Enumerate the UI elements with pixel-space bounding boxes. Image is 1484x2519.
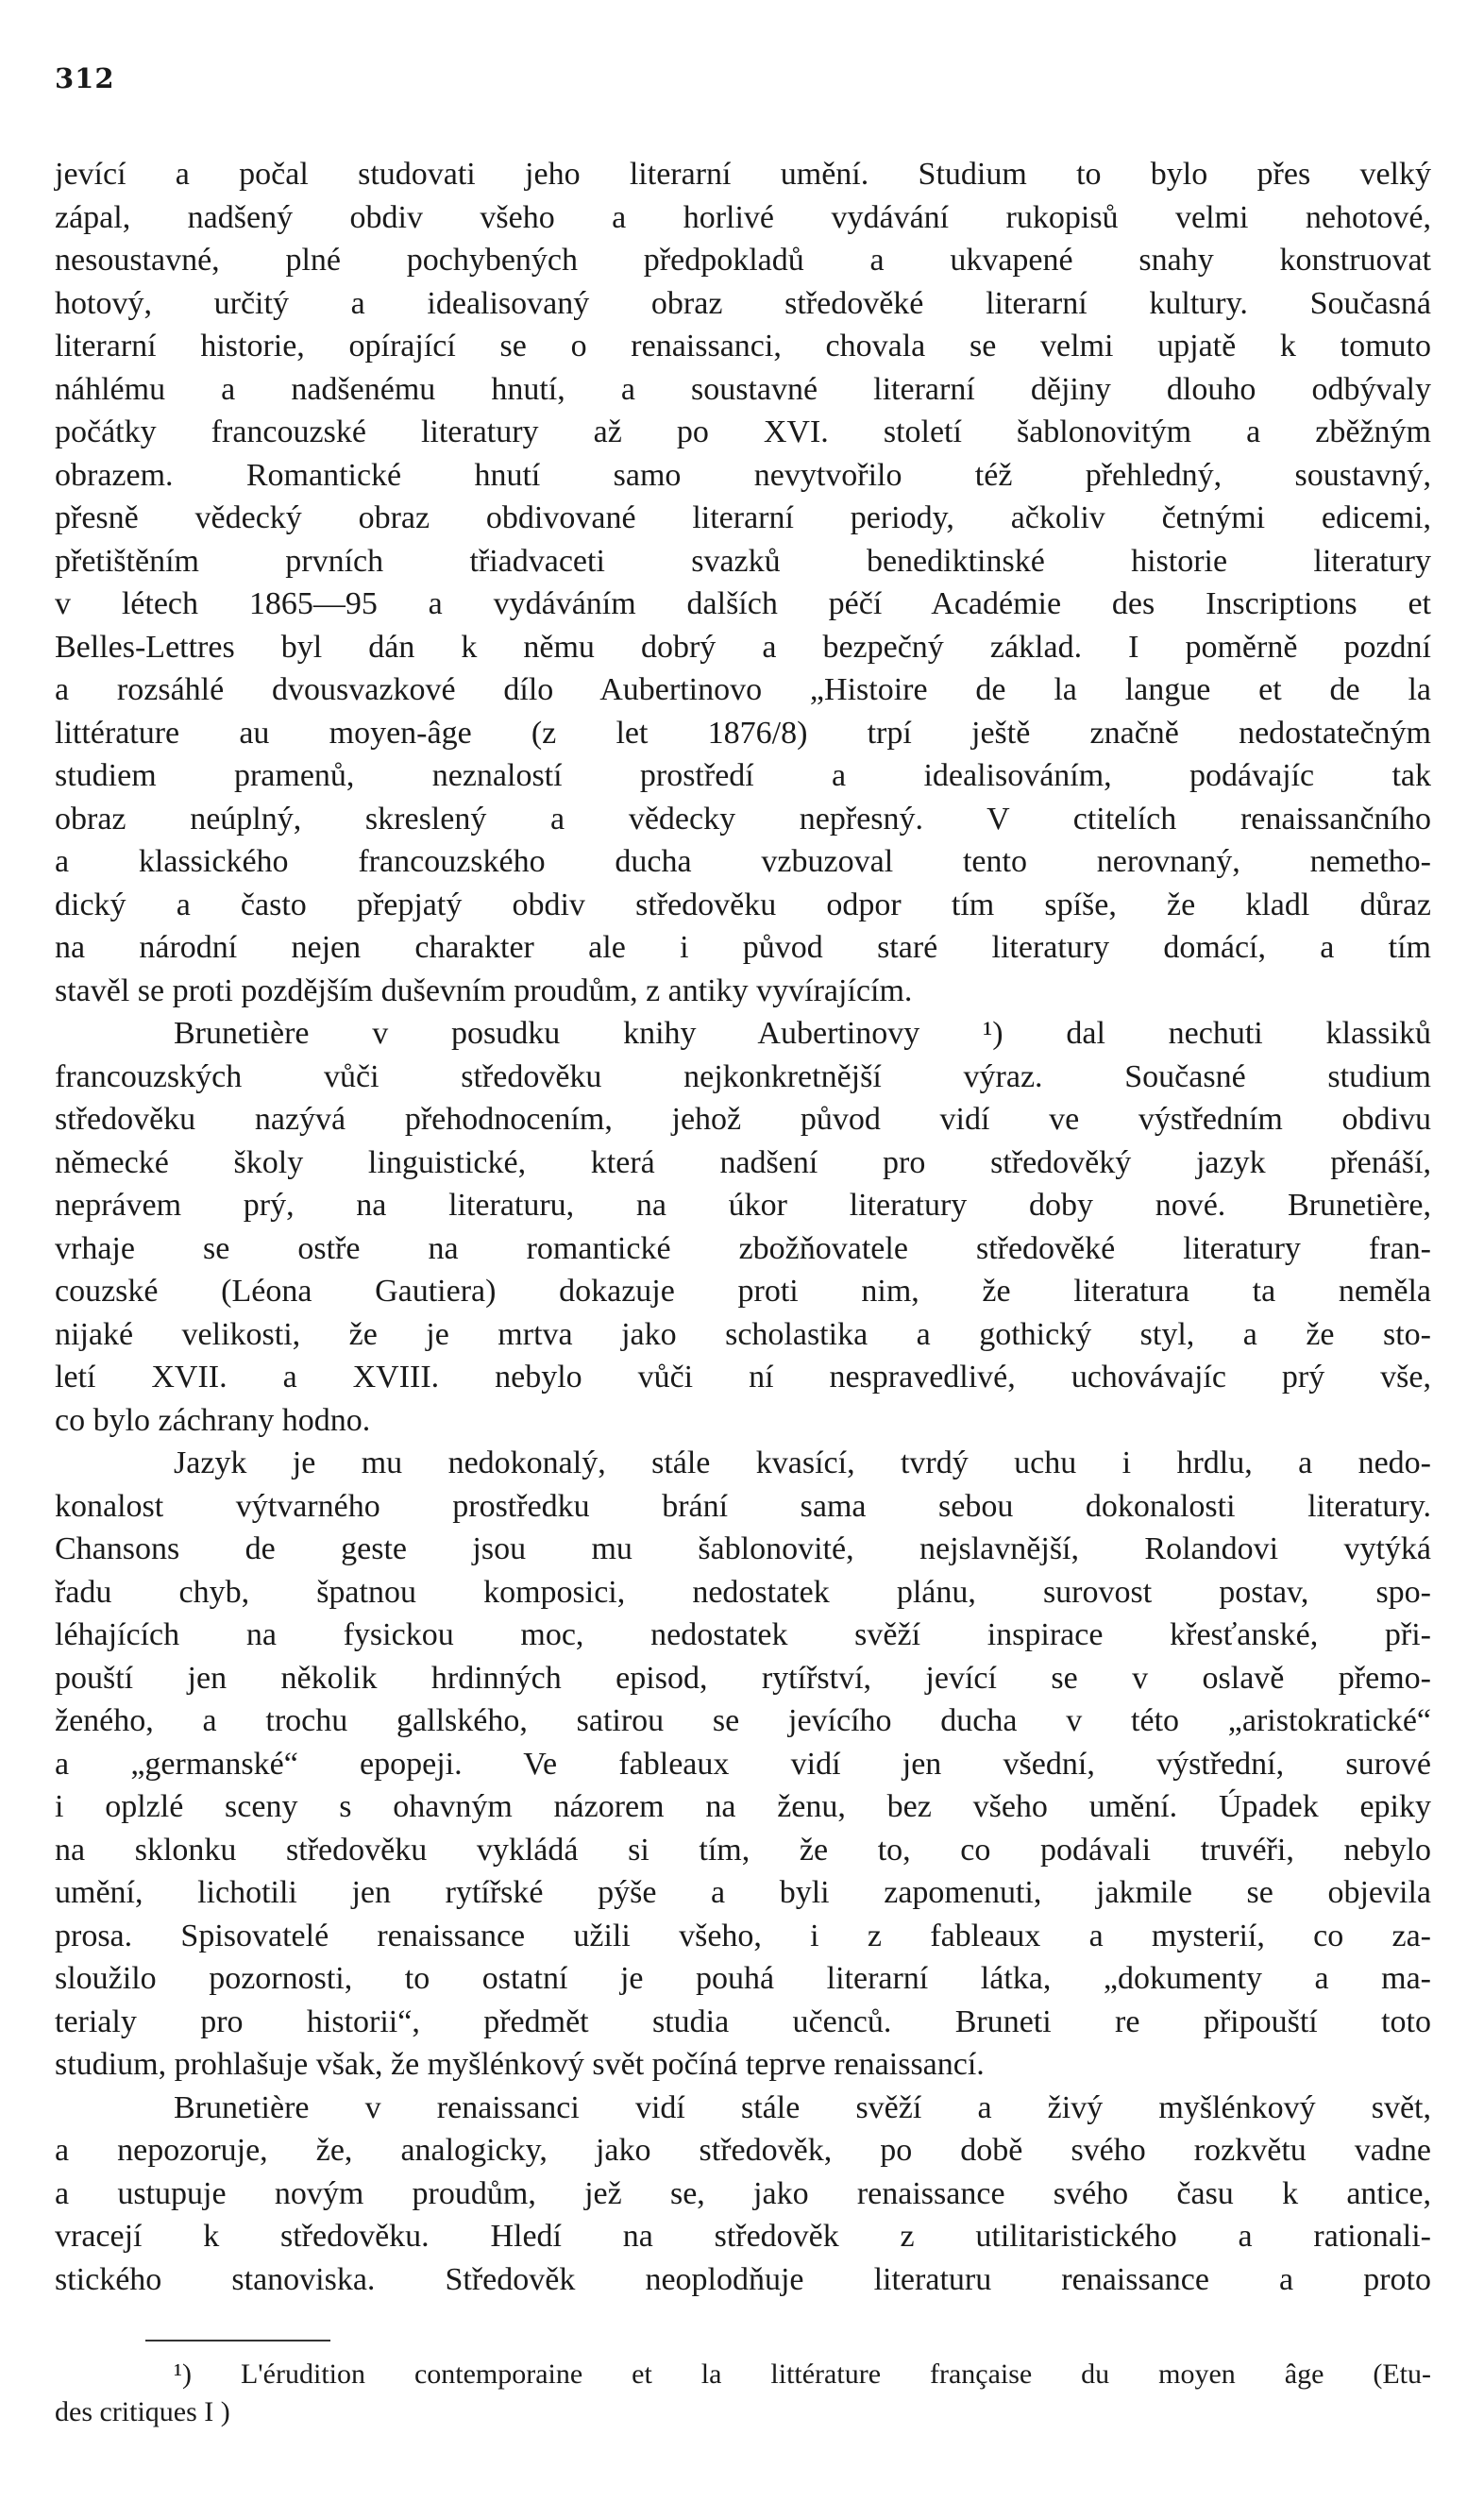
footnote-line: des critiques I ) — [55, 2396, 230, 2427]
text-line: obrazem. Romantické hnutí samo nevytvořilo též přehledný, soustavný, — [55, 457, 1431, 493]
text-line: přetištěním prvních třiadvaceti svazků benediktinské historie literatury — [55, 543, 1431, 579]
text-line: letí XVII. a XVIII. nebylo vůči ní nespravedlivé, uchovávajíc prý vše, — [55, 1360, 1431, 1395]
text-line: nijaké velikosti, že je mrtva jako scholastika a gothický styl, a že sto- — [55, 1316, 1431, 1352]
text-line: pouští jen několik hrdinných episod, rytířství, jevící se v oslavě přemo- — [55, 1660, 1431, 1696]
text-line: jevící a počal studovati jeho literarní umění. Studium to bylo přes velký — [55, 157, 1431, 192]
text-line: vracejí k středověku. Hledí na středověk z utilitaristického a rationali- — [55, 2219, 1431, 2254]
text-line: počátky francouzské literatury až po XVI. století šablonovitým a zběžným — [55, 414, 1431, 449]
text-line: v létech 1865—95 a vydáváním dalších péčí Académie des Inscriptions et — [55, 586, 1431, 621]
text-line: neprávem prý, na literaturu, na úkor literatury doby nové. Brunetière, — [55, 1188, 1431, 1223]
paragraph-start-line: Brunetière v posudku knihy Aubertinovy ¹) dal nechuti klassiků — [174, 1016, 1431, 1051]
text-line: středověku nazývá přehodnocením, jehož původ vidí ve výstředním obdivu — [55, 1102, 1431, 1137]
body-text — [55, 153, 1431, 2301]
text-line: ženého, a trochu gallského, satirou se jevícího ducha v této „aristokratické“ — [55, 1703, 1431, 1738]
page-number: 312 — [55, 62, 115, 94]
text-line: dický a často přepjatý obdiv středověku odpor tím spíše, že kladl důraz — [55, 887, 1431, 922]
text-line: francouzských vůči středověku nejkonkretnější výraz. Současné studium — [55, 1058, 1431, 1094]
text-line: zápal, nadšený obdiv všeho a horlivé vydávání rukopisů velmi nehotové, — [55, 199, 1431, 235]
text-line: vrhaje se ostře na romantické zbožňovatele středověké literatury fran- — [55, 1230, 1431, 1266]
text-line: terialy pro historii“, předmět studia učenců. Bruneti re připouští toto — [55, 2003, 1431, 2039]
text-line: přesně vědecký obraz obdivované literarní periody, ačkoliv četnými edicemi, — [55, 500, 1431, 535]
text-line: na sklonku středověku vykládá si tím, že to, co podávali truvéři, nebylo — [55, 1832, 1431, 1868]
text-line: a rozsáhlé dvousvazkové dílo Aubertinovo „Histoire de la langue et de la — [55, 672, 1431, 707]
text-line: literarní historie, opírající se o renaissanci, chovala se velmi upjatě k tomuto — [55, 329, 1431, 363]
text-line: nesoustavné, plné pochybených předpokladů a ukvapené snahy konstruovat — [55, 243, 1431, 278]
text-line: studiem pramenů, neznalostí prostředí a idealisováním, podávajíc tak — [55, 758, 1431, 793]
footnote-line: ¹) L'érudition contemporaine et la littérature française du moyen âge (Etu- — [174, 2358, 1431, 2390]
text-line: Belles-Lettres byl dán k němu dobrý a bezpečný základ. I poměrně pozdní — [55, 629, 1431, 665]
paragraph-end-line: stavěl se proti pozdějším duševním proudům, z antiky vyvírajícím. — [55, 972, 913, 1008]
footnote-divider — [145, 2340, 330, 2341]
text-line: hotový, určitý a idealisovaný obraz středověké literarní kultury. Současná — [55, 285, 1431, 321]
text-line: a nepozoruje, že, analogicky, jako středověk, po době svého rozkvětu vadne — [55, 2133, 1431, 2168]
text-line: a „germanské“ epopeji. Ve fableaux vidí jen všední, výstřední, surové — [55, 1746, 1431, 1782]
text-line: obraz neúplný, skreslený a vědecky nepřesný. V ctitelích renaissančního — [55, 801, 1431, 837]
text-line: konalost výtvarného prostředku brání sama sebou dokonalosti literatury. — [55, 1488, 1431, 1524]
text-line: i oplzlé sceny s ohavným názorem na ženu, bez všeho umění. Úpadek epiky — [55, 1789, 1431, 1824]
paragraph-end-line: studium, prohlašuje však, že myšlénkový svět počíná teprve renaissancí. — [55, 2047, 985, 2082]
paragraph-start-line: Brunetière v renaissanci vidí stále svěží a živý myšlénkový svět, — [174, 2089, 1431, 2125]
text-line: stického stanoviska. Středověk neoplodňuje literaturu renaissance a proto — [55, 2261, 1431, 2297]
text-line: couzské (Léona Gautiera) dokazuje proti nim, že literatura ta neměla — [55, 1274, 1431, 1309]
text-line: na národní nejen charakter ale i původ staré literatury domácí, a tím — [55, 930, 1431, 965]
text-line: německé školy linguistické, která nadšení pro středověký jazyk přenáší, — [55, 1144, 1431, 1180]
footnote — [55, 2356, 1431, 2431]
paragraph-end-line: co bylo záchrany hodno. — [55, 1402, 371, 1438]
text-line: sloužilo pozornosti, to ostatní je pouhá literarní látka, „dokumenty a ma- — [55, 1961, 1431, 1996]
text-line: léhajících na fysickou moc, nedostatek svěží inspirace křesťanské, při- — [55, 1617, 1431, 1652]
text-line: a klassického francouzského ducha vzbuzoval tento nerovnaný, nemetho- — [55, 844, 1431, 879]
text-line: prosa. Spisovatelé renaissance užili všeho, i z fableaux a mysterií, co za- — [55, 1918, 1431, 1953]
text-line: littérature au moyen-âge (z let 1876/8) trpí ještě značně nedostatečným — [55, 715, 1431, 751]
text-line: náhlému a nadšenému hnutí, a soustavné literarní dějiny dlouho odbývaly — [55, 371, 1431, 407]
text-line: řadu chyb, špatnou komposici, nedostatek plánu, surovost postav, spo- — [55, 1574, 1431, 1610]
paragraph-start-line: Jazyk je mu nedokonalý, stále kvasící, tvrdý uchu i hrdlu, a nedo- — [174, 1445, 1431, 1480]
text-line: Chansons de geste jsou mu šablonovité, nejslavnější, Rolandovi vytýká — [55, 1531, 1431, 1566]
text-line: umění, lichotili jen rytířské pýše a byli zapomenuti, jakmile se objevila — [55, 1875, 1431, 1910]
text-line: a ustupuje novým proudům, jež se, jako renaissance svého času k antice, — [55, 2175, 1431, 2211]
